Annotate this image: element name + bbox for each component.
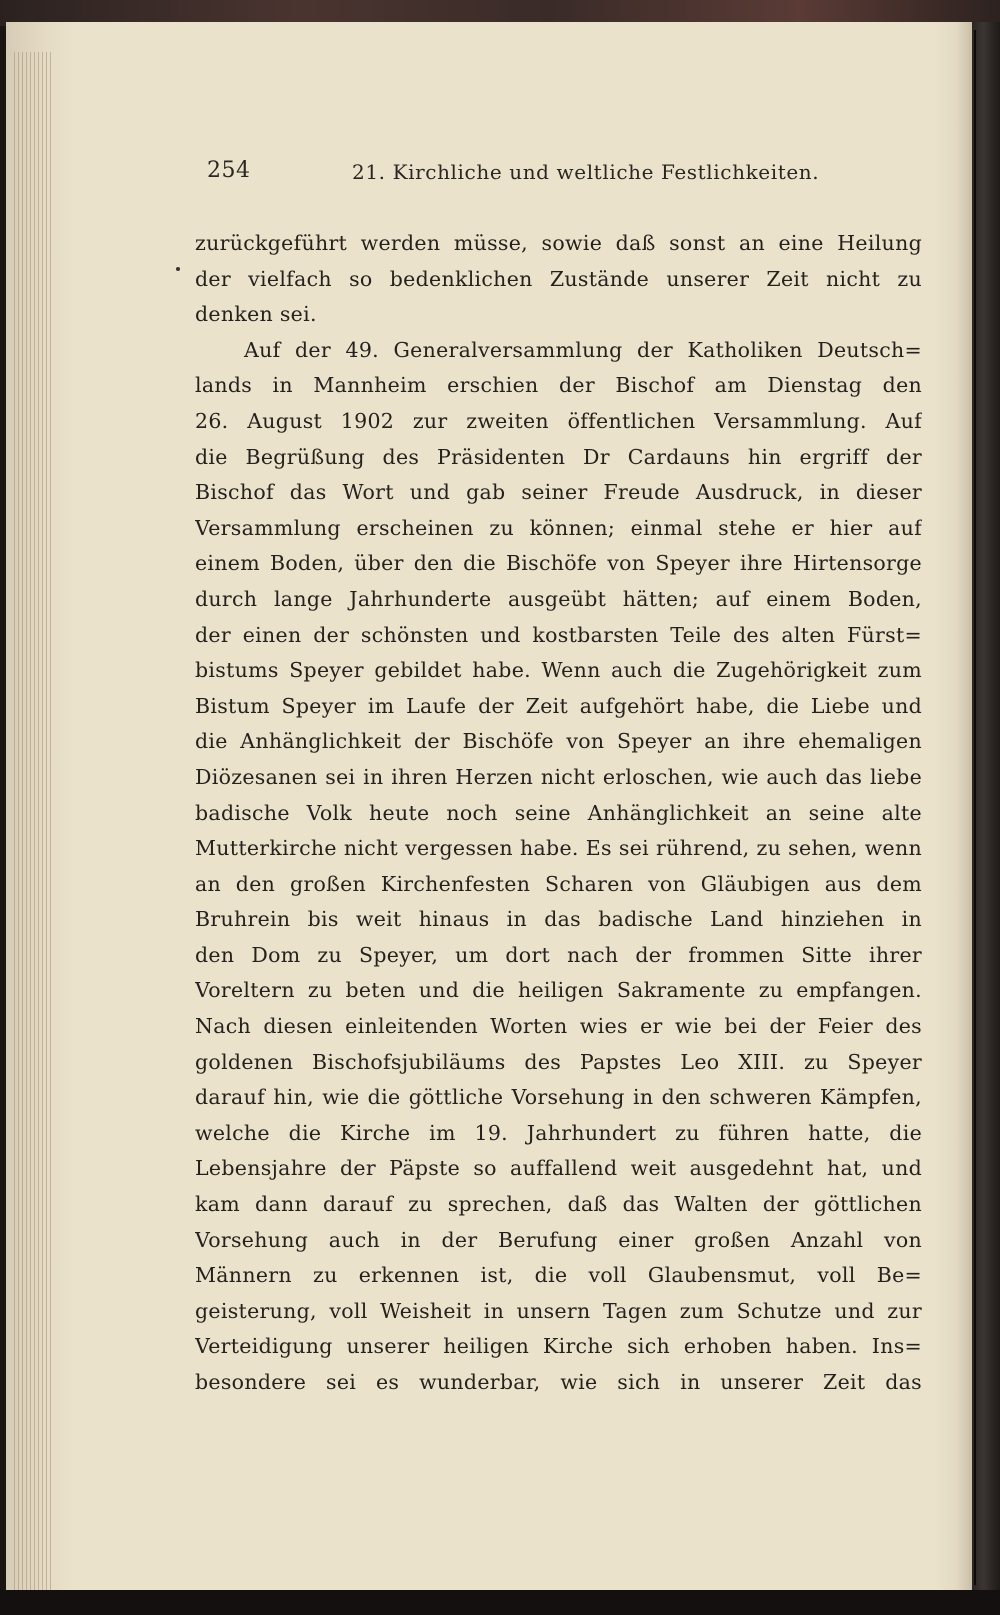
- text-line: Männern zu erkennen ist, die voll Glaubensmut, voll Be=: [195, 1263, 922, 1288]
- text-line: welche die Kirche im 19. Jahrhundert zu führen hatte, die: [195, 1120, 922, 1145]
- text-line: lands in Mannheim erschien der Bischof am Dienstag den: [195, 373, 922, 398]
- text-line: Lebensjahre der Päpste so auffallend weit ausgedehnt hat, und: [195, 1156, 922, 1181]
- text-line: goldenen Bischofsjubiläums des Papstes Leo XIII. zu Speyer: [195, 1049, 922, 1074]
- page-edge-shadow: [974, 30, 976, 1585]
- text-line: Voreltern zu beten und die heiligen Sakramente zu empfangen.: [195, 978, 922, 1003]
- text-line: Vorsehung auch in der Berufung einer großen Anzahl von: [195, 1227, 922, 1252]
- text-line: kam dann darauf zu sprechen, daß das Walten der göttlichen: [195, 1192, 922, 1217]
- text-line: Nach diesen einleitenden Worten wies er wie bei der Feier des: [195, 1014, 922, 1039]
- text-line: darauf hin, wie die göttliche Vorsehung in den schweren Kämpfen,: [195, 1085, 922, 1110]
- text-line: an den großen Kirchenfesten Scharen von Gläubigen aus dem: [195, 871, 922, 896]
- body-text: [195, 226, 922, 1401]
- text-line: die Anhänglichkeit der Bischöfe von Speyer an ihre ehemaligen: [195, 729, 922, 754]
- text-line: die Begrüßung des Präsidenten Dr Cardauns hin ergriff der: [195, 444, 922, 469]
- margin-dot-mark: [176, 267, 180, 271]
- text-line: Bischof das Wort und gab seiner Freude Ausdruck, in dieser: [195, 480, 922, 505]
- text-line: denken sei.: [195, 302, 317, 327]
- text-line: Versammlung erscheinen zu können; einmal stehe er hier auf: [195, 515, 922, 540]
- text-line: der vielfach so bedenklichen Zustände unserer Zeit nicht zu: [195, 266, 922, 291]
- book-cover-edge-right: [972, 22, 1000, 1592]
- text-line: zurückgeführt werden müsse, sowie daß sonst an eine Heilung: [195, 231, 922, 255]
- text-line: bistums Speyer gebildet habe. Wenn auch die Zugehörigkeit zum: [195, 658, 922, 683]
- text-line: besondere sei es wunderbar, wie sich in unserer Zeit das: [195, 1370, 922, 1394]
- page-number: 254: [207, 158, 251, 183]
- page-gutter-edges: [14, 52, 54, 1607]
- text-line: geisterung, voll Weisheit in unsern Tagen zum Schutze und zur: [195, 1298, 922, 1323]
- text-line: Bruhrein bis weit hinaus in das badische Land hinziehen in: [195, 907, 922, 932]
- text-line: 26. August 1902 zur zweiten öffentlichen Versammlung. Auf: [195, 408, 922, 433]
- text-line: Bistum Speyer im Laufe der Zeit aufgehört habe, die Liebe und: [195, 693, 922, 718]
- text-line: den Dom zu Speyer, um dort nach der frommen Sitte ihrer: [195, 942, 922, 967]
- book-cover-edge-bottom: [0, 1590, 1000, 1615]
- text-line: badische Volk heute noch seine Anhänglichkeit an seine alte: [195, 800, 922, 825]
- text-line: Mutterkirche nicht vergessen habe. Es sei rührend, zu sehen, wenn: [195, 836, 922, 861]
- text-line: der einen der schönsten und kostbarsten Teile des alten Fürst=: [195, 622, 922, 647]
- running-title: 21. Kirchliche und weltliche Festlichkeiten.: [352, 160, 820, 184]
- page-header: [207, 150, 907, 190]
- text-line: Diözesanen sei in ihren Herzen nicht erloschen, wie auch das liebe: [195, 764, 922, 789]
- text-line: durch lange Jahrhunderte ausgeübt hätten; auf einem Boden,: [195, 586, 922, 611]
- text-line: Auf der 49. Generalversammlung der Katholiken Deutsch=: [244, 337, 922, 362]
- text-line: einem Boden, über den die Bischöfe von Speyer ihre Hirtensorge: [195, 551, 922, 576]
- text-line: Verteidigung unserer heiligen Kirche sich erhoben haben. Ins=: [195, 1334, 922, 1359]
